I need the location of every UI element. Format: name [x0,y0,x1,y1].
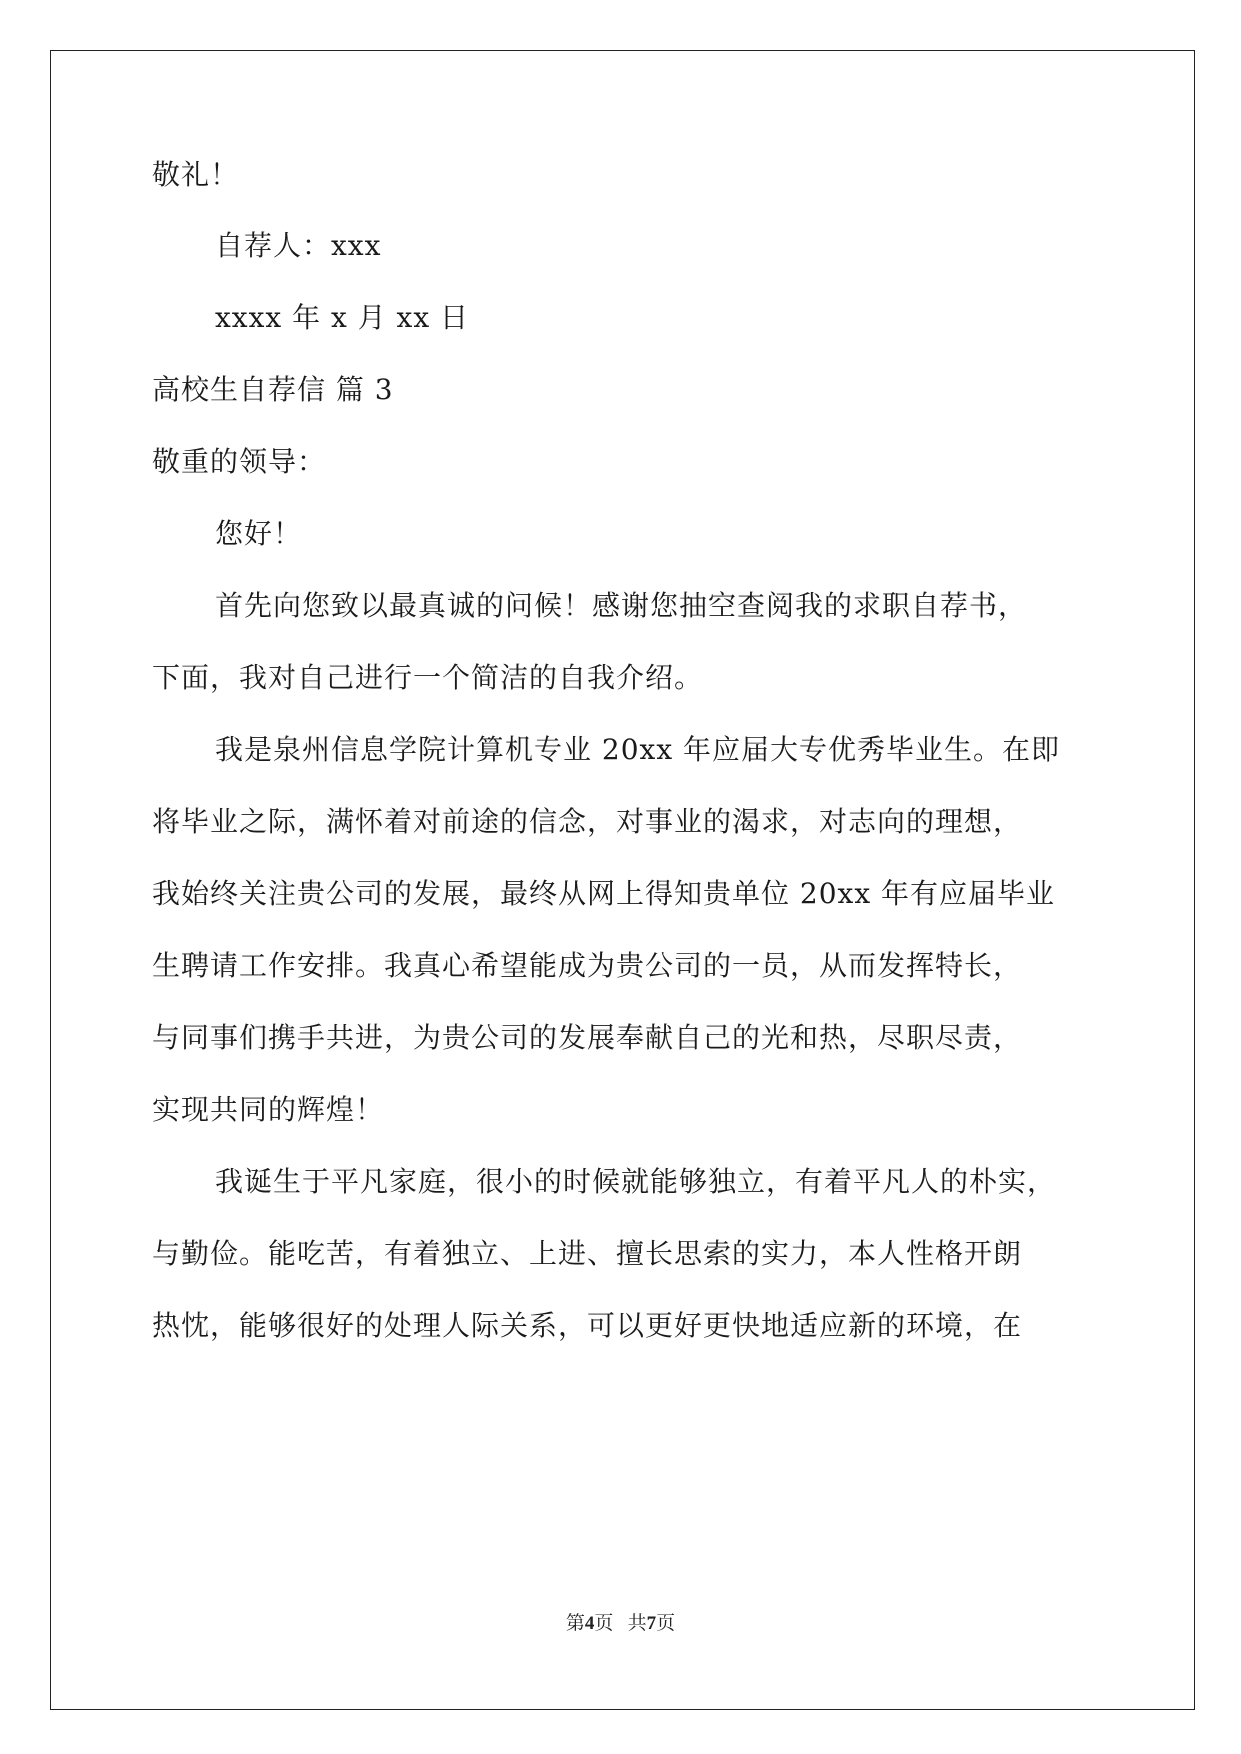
paragraph-line: 与勤俭。能吃苦，有着独立、上进、擅长思索的实力，本人性格开朗 [152,1237,1023,1270]
section-heading: 高校生自荐信 篇 3 [152,373,394,406]
footer-suffix: 页 [656,1613,676,1634]
signer-line: 自荐人：xxx [215,229,382,262]
current-page-number: 4 [584,1613,595,1634]
paragraph-line: 我是泉州信息学院计算机专业 20xx 年应届大专优秀毕业生。在即 [215,733,1061,766]
paragraph-line: 实现共同的辉煌！ [152,1093,385,1126]
page-footer [0,1612,1241,1636]
paragraph-line: 下面，我对自己进行一个简洁的自我介绍。 [152,661,704,694]
closing-salutation: 敬礼！ [152,158,240,191]
paragraph-line: 我始终关注贵公司的发展，最终从网上得知贵单位 20xx 年有应届毕业 [152,877,1056,910]
paragraph-line: 热忱，能够很好的处理人际关系，可以更好更快地适应新的环境，在 [152,1309,1023,1342]
date-line: xxxx 年 x 月 xx 日 [215,301,470,334]
greeting-addressee: 敬重的领导： [152,445,327,478]
footer-prefix: 第 [565,1613,585,1634]
footer-mid: 页 共 [594,1613,647,1634]
greeting: 您好！ [215,517,303,550]
total-page-count: 7 [646,1613,657,1634]
paragraph-line: 首先向您致以最真诚的问候！感谢您抽空查阅我的求职自荐书， [215,589,1028,622]
paragraph-line: 将毕业之际，满怀着对前途的信念，对事业的渴求，对志向的理想， [152,805,1023,838]
paragraph-line: 我诞生于平凡家庭，很小的时候就能够独立，有着平凡人的朴实， [215,1165,1057,1198]
paragraph-line: 与同事们携手共进，为贵公司的发展奉献自己的光和热，尽职尽责， [152,1021,1023,1054]
paragraph-line: 生聘请工作安排。我真心希望能成为贵公司的一员，从而发挥特长， [152,949,1023,982]
